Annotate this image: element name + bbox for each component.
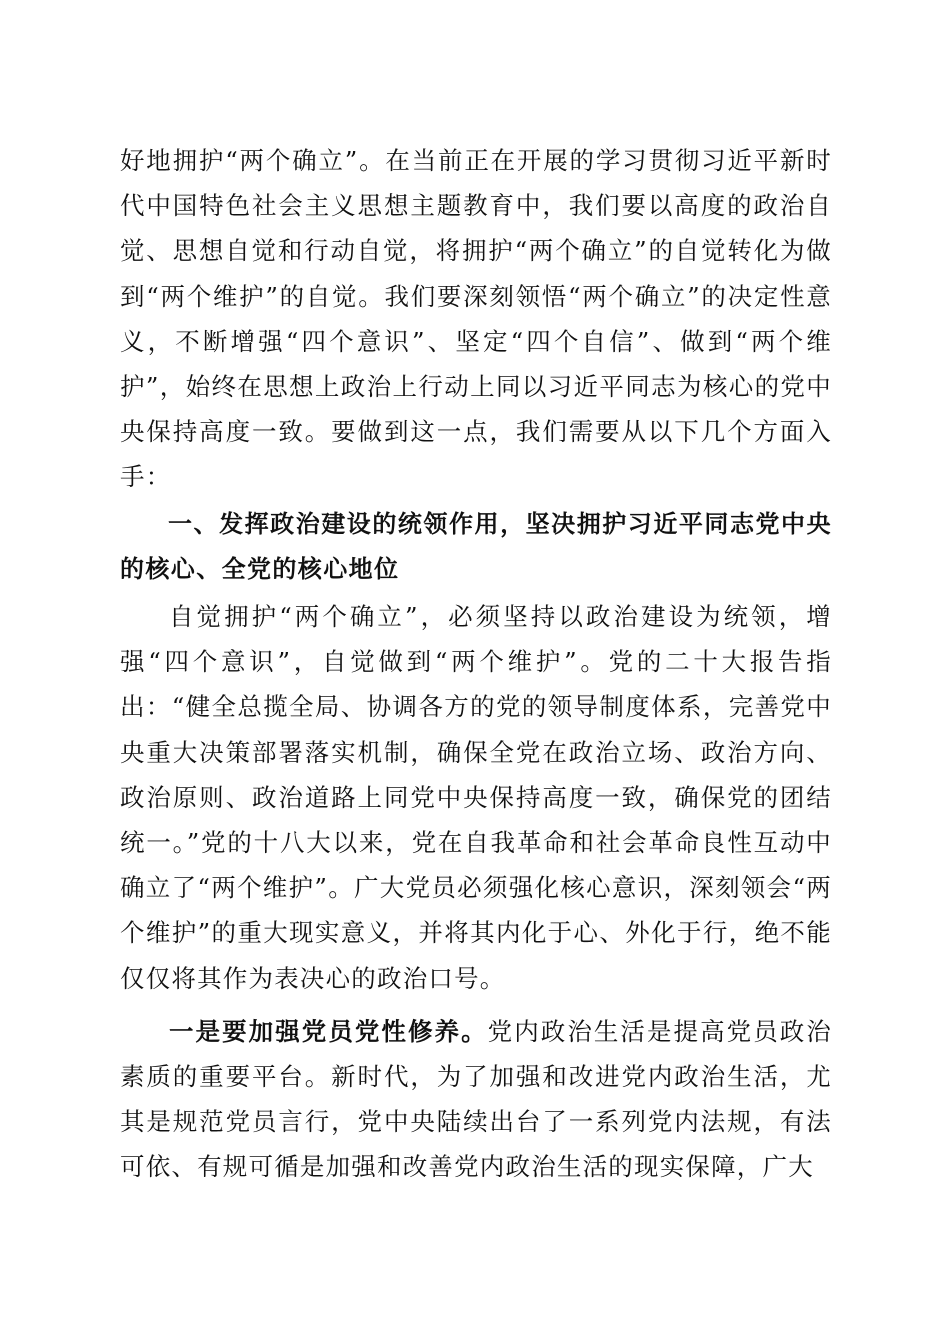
section-one-heading: 一、发挥政治建设的统领作用，坚决拥护习近平同志党中央的核心、全党的核心地位 [120,509,832,583]
intro-paragraph: 好地拥护“两个确立”。在当前正在开展的学习贯彻习近平新时代中国特色社会主义思想主题教育中，我们要以高度的政治自觉、思想自觉和行动自觉，将拥护“两个确立”的自觉转化为做到“两个维护”的自觉。我们要深刻领悟“两个确立”的决定性意义，不断增强“四个意识”、坚定“四个自信”、做到“两个维护”，始终在思想上政治上行动上同以习近平同志为核心的党中央保持高度一致。要做到这一点，我们需要从以下几个方面入手： [120,146,832,492]
section-one-paragraph: 自觉拥护“两个确立”，必须坚持以政治建设为统领，增强“四个意识”，自觉做到“两个维护”。党的二十大报告指出：“健全总揽全局、协调各方的党的领导制度体系，完善党中央重大决策部署落实机制，确保全党在政治立场、政治方向、政治原则、政治道路上同党中央保持高度一致，确保党的团结统一。”党的十八大以来，党在自我革命和社会革命良性互动中确立了“两个维护”。广大党员必须强化核心意识，深刻领会“两个维护”的重大现实意义，并将其内化于心、外化于行，绝不能仅仅将其作为表决心的政治口号。 [120,602,832,993]
document-body [120,138,832,1190]
point-one-lead: 一是要加强党员党性修养。 [169,1016,488,1046]
point-one-paragraph [120,1009,832,1190]
point-one-body: 党内政治生活是提高党员政治素质的重要平台。新时代，为了加强和改进党内政治生活，尤其是规范党员言行，党中央陆续出台了一系列党内法规，有法可依、有规可循是加强和改善党内政治生活的现实保障，广大 [120,1016,832,1182]
